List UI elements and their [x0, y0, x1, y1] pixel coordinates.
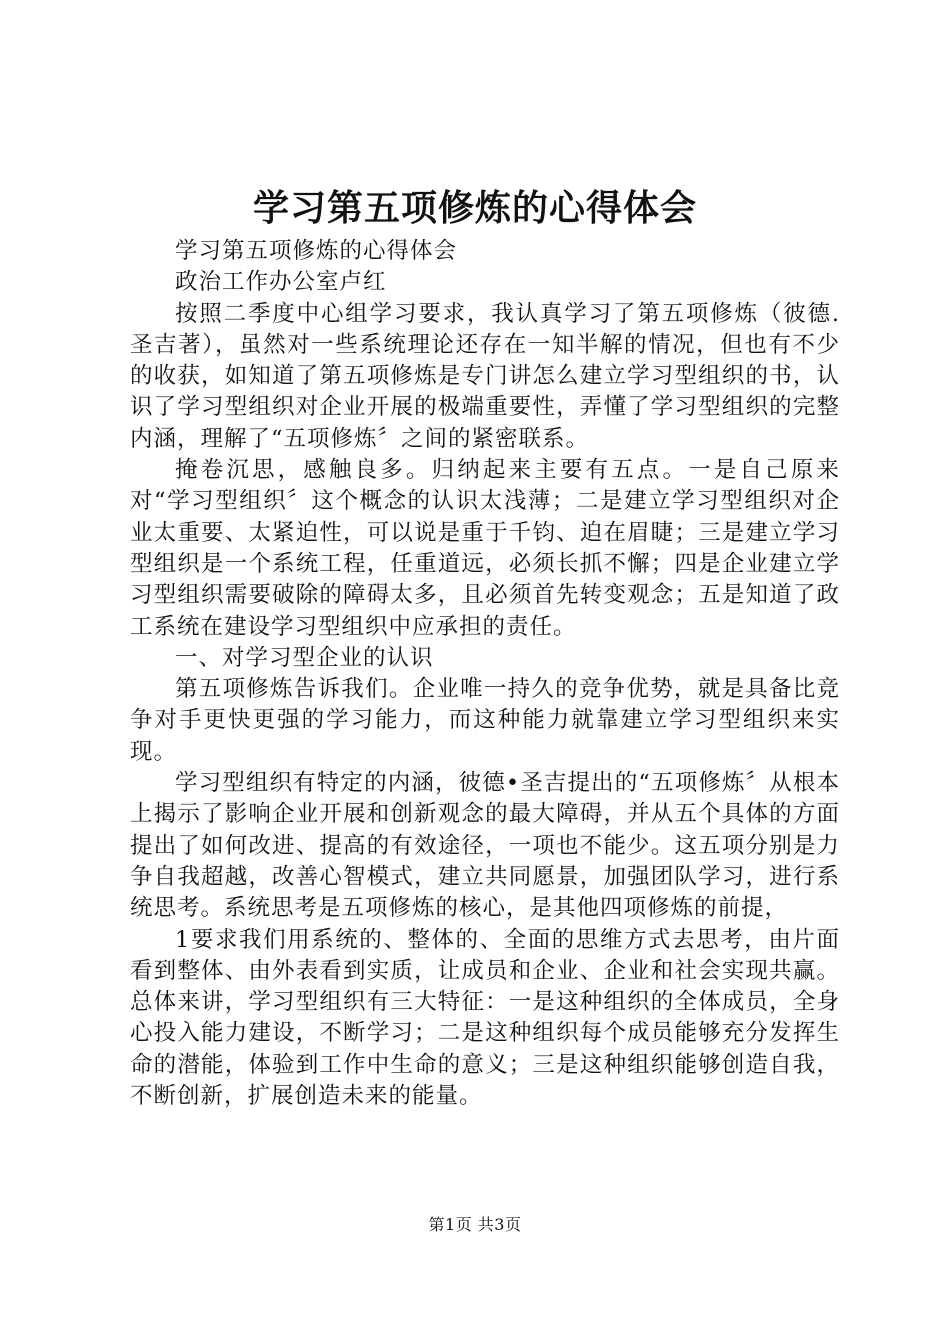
paragraph: 学习型组织有特定的内涵，彼德•圣吉提出的“五项修炼〞从根本上揭示了影响企业开展和创新观念的最大障碍，并从五个具体的方面提出了如何改进、提高的有效途径，一项也不能少。这五项分别是力争自我超越，改善心智模式，建立共同愿景，加强团队学习，进行系统思考。系统思考是五项修炼的核心，是其他四项修炼的前提，	[130, 770, 840, 922]
paragraph: 按照二季度中心组学习要求，我认真学习了第五项修炼（彼德.圣吉著），虽然对一些系统理论还存在一知半解的情况，但也有不少的收获，如知道了第五项修炼是专门讲怎么建立学习型组织的书，认识了学习型组织对企业开展的极端重要性，弄懂了学习型组织的完整内涵，理解了“五项修炼〞之间的紧密联系。	[130, 300, 840, 452]
paragraph: 1要求我们用系统的、整体的、全面的思维方式去思考，由片面看到整体、由外表看到实质，让成员和企业、企业和社会实现共赢。总体来讲，学习型组织有三大特征：一是这种组织的全体成员，全身心投入能力建设，不断学习；二是这种组织每个成员能够充分发挥生命的潜能，体验到工作中生命的意义；三是这种组织能够创造自我，不断创新，扩展创造未来的能量。	[130, 926, 840, 1110]
section-heading: 一、对学习型企业的认识	[175, 644, 434, 671]
page-number-footer: 第1页 共3页	[428, 1215, 522, 1234]
document-title: 学习第五项修炼的心得体会	[252, 187, 697, 229]
document-body	[130, 236, 840, 1112]
paragraph: 掩卷沉思，感触良多。归纳起来主要有五点。一是自己原来对“学习型组织〞这个概念的认识太浅薄；二是建立学习型组织对企业太重要、太紧迫性，可以说是重于千钧、迫在眉睫；三是建立学习型组织是一个系统工程，任重道远，必须长抓不懈；四是企业建立学习型组织需要破除的障碍太多，且必须首先转变观念；五是知道了政工系统在建设学习型组织中应承担的责任。	[130, 457, 840, 640]
paragraph: 第五项修炼告诉我们。企业唯一持久的竞争优势，就是具备比竞争对手更快更强的学习能力，而这种能力就靠建立学习型组织来实现。	[130, 676, 840, 765]
author-line: 政治工作办公室卢红	[175, 269, 387, 296]
subtitle-line: 学习第五项修炼的心得体会	[175, 238, 458, 264]
